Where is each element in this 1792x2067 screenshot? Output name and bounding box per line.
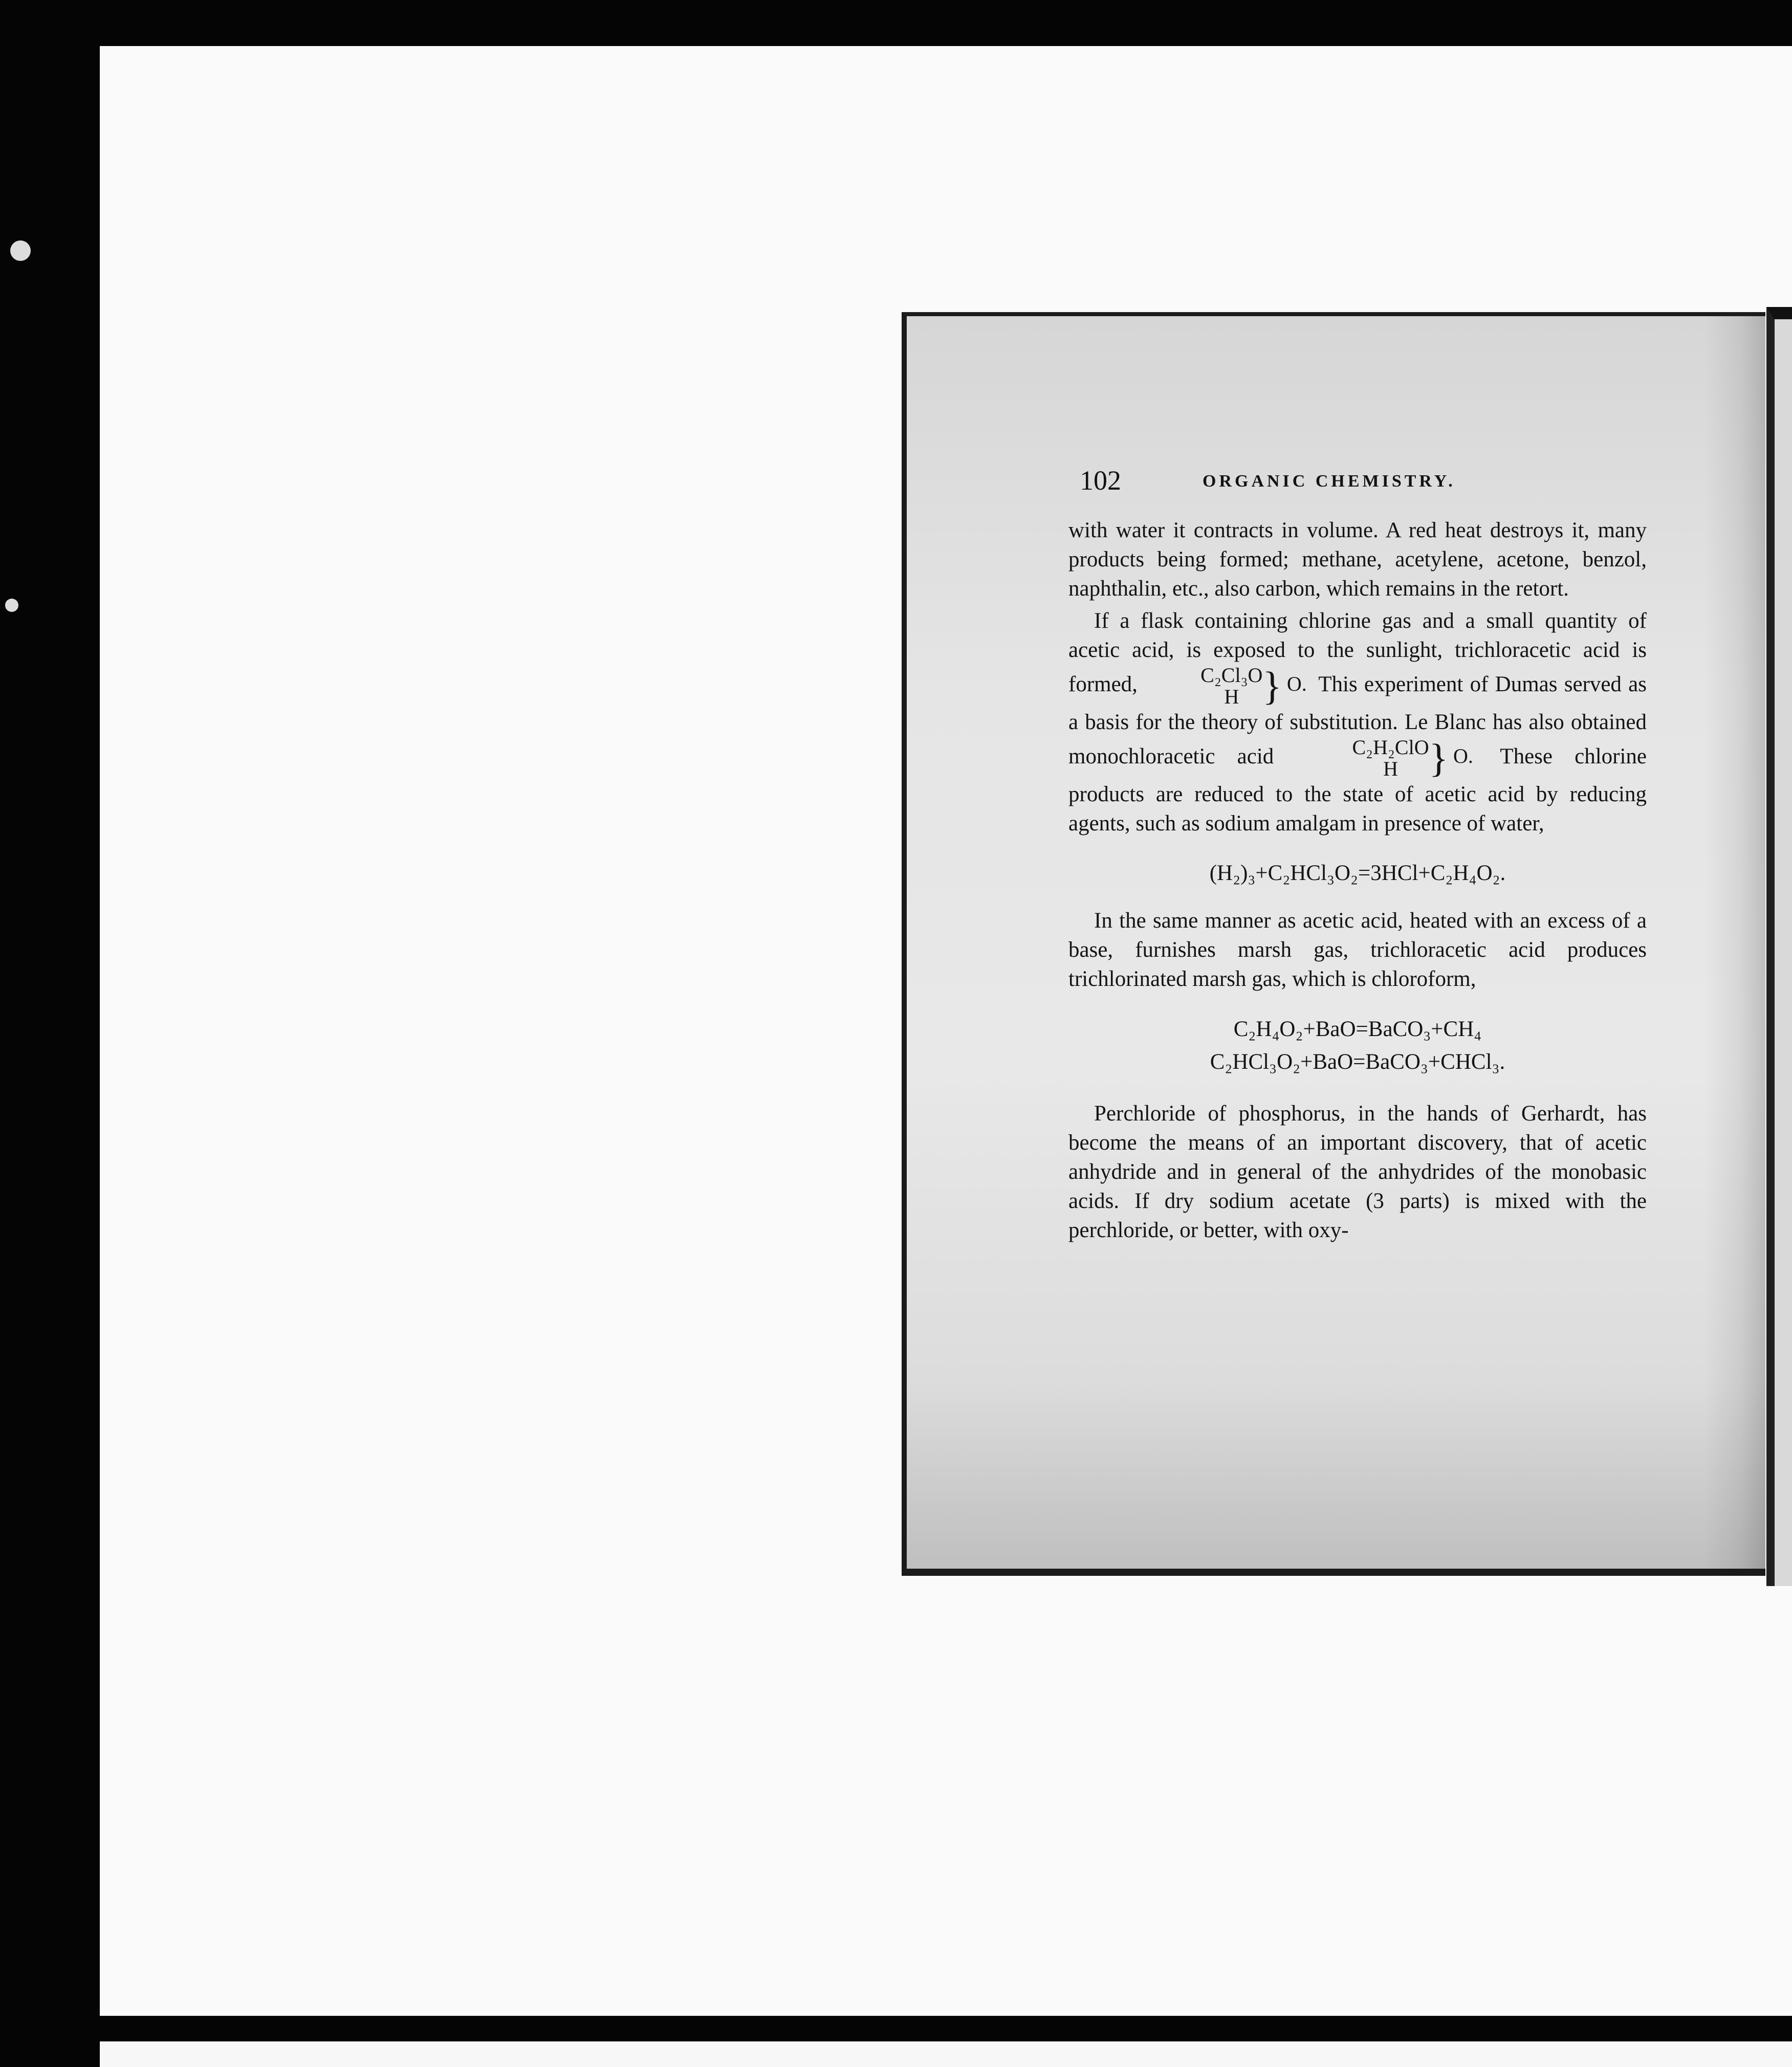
formula-denominator: H [1224, 685, 1239, 708]
paragraph: with water it contracts in volume. A red heat destroys it, many products being formed; methane, acetylene, acetone, benzol, naphthalin, etc., also carbon, which remains in the retort. [1068, 518, 1647, 601]
running-title: ORGANIC CHEMISTRY. [1203, 472, 1456, 491]
paragraph [1068, 606, 1647, 838]
paragraph: Perchloride of phosphorus, in the hands of Gerhardt, has become the means of an important discovery, that of acetic anhydride and in general of the anhydrides of the monobasic acids. If dry sodium acetate (3 parts) is mixed with the perchloride, or better, with oxy- [1068, 1102, 1647, 1242]
brace-glyph: } [1262, 664, 1282, 708]
running-head [1080, 465, 1668, 495]
facing-page-edge [1766, 307, 1792, 1586]
formula-numerator: C₂Cl₃O [1200, 664, 1263, 687]
formula-numerator: C₂H₂ClO [1352, 736, 1429, 759]
film-speck [10, 240, 31, 261]
display-equation: C₂H₄O₂+BaO=BaCO₃+CH₄ [1233, 1017, 1482, 1041]
formula-suffix: O. [1286, 672, 1307, 696]
equation-block [1068, 1013, 1647, 1079]
page-body [1068, 516, 1647, 1245]
film-speck [5, 599, 18, 612]
page-number: 102 [1080, 465, 1121, 496]
display-equation: (H₂)₃+C₂HCl₃O₂=3HCl+C₂H₄O₂. [1209, 861, 1506, 885]
microfilm-edge [100, 2041, 1792, 2067]
formula-suffix: O. [1453, 744, 1473, 768]
text-run: If a flask containing chlorine gas and a small quantity of acetic acid, is exposed to the sunlight, trichloracetic acid is formed, [1068, 609, 1647, 696]
formula-denominator: H [1383, 757, 1398, 780]
display-equation: C₂HCl₃O₂+BaO=BaCO₃+CHCl₃. [1210, 1050, 1505, 1074]
inline-formula [1301, 737, 1473, 780]
text-run: These chlorine products are reduced to the state of acetic acid by reducing agents, such as sodium amalgam in presence of water, [1068, 744, 1647, 835]
book-page [902, 312, 1765, 1576]
brace-glyph: } [1429, 736, 1449, 780]
text-run: This experiment of Dumas served as a basis for the theory of substitution. Le Blanc has also obtained monochloracetic acid [1068, 672, 1647, 768]
page-gutter-shadow [1704, 316, 1765, 1569]
paragraph: In the same manner as acetic acid, heated with an excess of a base, furnishes marsh gas, trichloracetic acid produces trichlorinated marsh gas, which is chloroform, [1068, 909, 1647, 991]
inline-formula [1149, 665, 1307, 708]
